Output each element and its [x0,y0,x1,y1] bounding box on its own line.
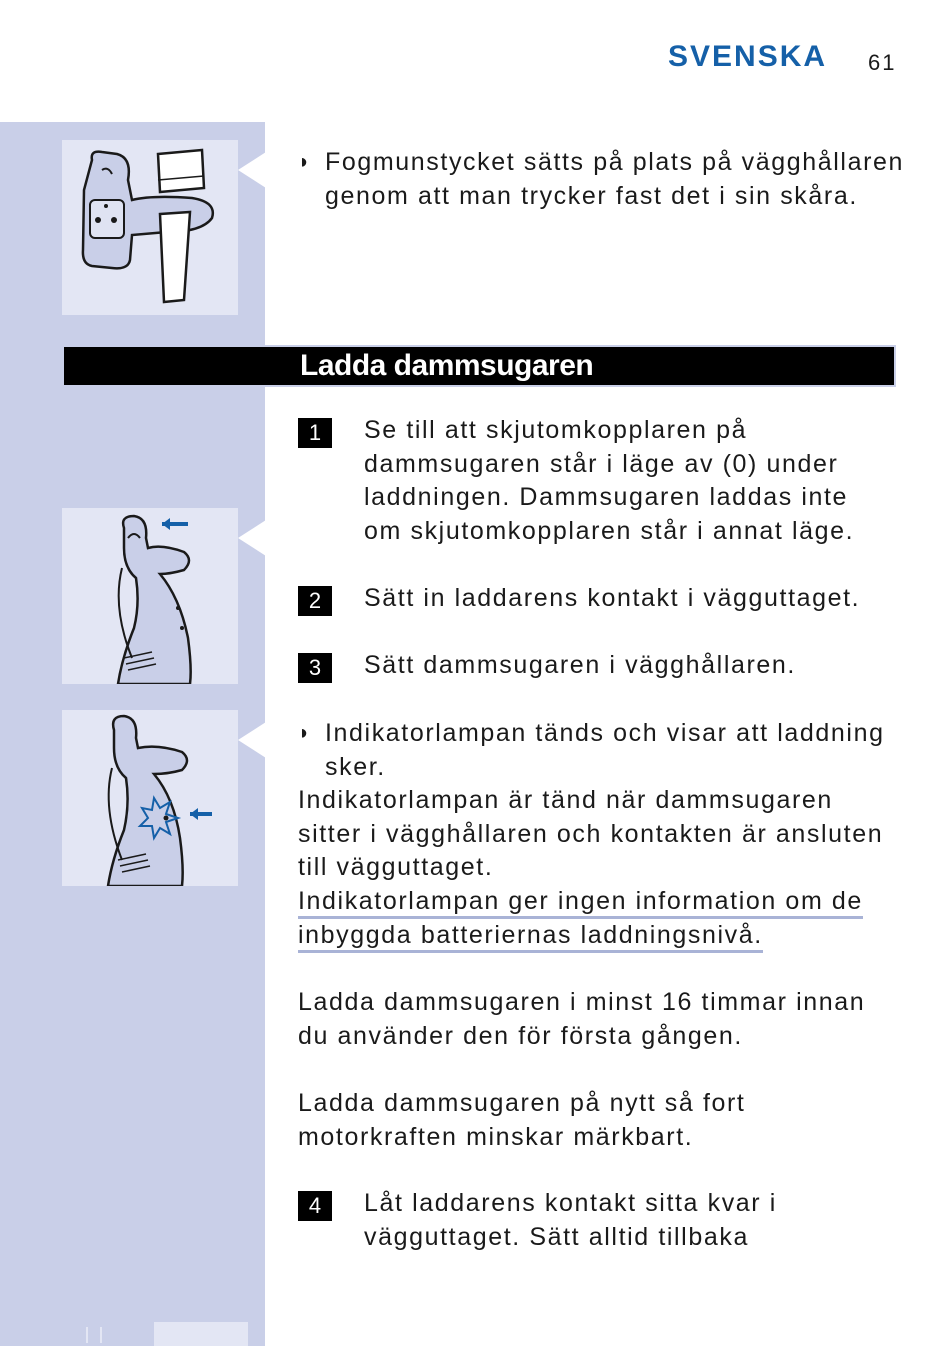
illustration-pointer [238,520,266,556]
vacuum-switch-drawing [62,508,238,684]
footer-mark [86,1327,88,1343]
step-number: 3 [298,653,332,683]
language-heading: SVENSKA [668,40,828,73]
indicator-paragraph: Indikatorlampan är tänd när dammsugaren sitter i vägghållaren och kontakten är ansluten till vägguttaget. [298,786,884,881]
charging-indicator-drawing [62,710,238,886]
step-text: Se till att skjutomkopplaren på dammsugaren står i läge av (0) under laddningen. Dammsugaren laddas inte om skjutomkopplaren står i annat läge. [364,416,855,545]
indicator-bullet [298,717,915,784]
illustration-vacuum-switch [62,508,238,684]
footer-box [154,1322,248,1346]
intro-bullet [298,146,915,213]
indicator-note-line: Indikatorlampan ger ingen information om de [298,887,863,919]
step-text: Sätt dammsugaren i vägghållaren. [364,651,796,679]
indicator-note [298,885,898,952]
illustration-nozzle-holder [62,140,238,315]
bullet-icon: ◗ [298,722,312,744]
step-text: Sätt in laddarens kontakt i vägguttaget. [364,584,861,612]
charge-again-paragraph: Ladda dammsugaren på nytt så fort motorkraften minskar märkbart. [298,1089,746,1151]
indicator-bullet-text: Indikatorlampan tänds och visar att laddning sker. [325,719,885,781]
page-number: 61 [868,50,897,75]
step-number: 1 [298,418,332,448]
bullet-icon: ◗ [298,151,312,173]
step-number: 4 [298,1191,332,1221]
step-text: Låt laddarens kontakt sitta kvar i vägguttaget. Sätt alltid tillbaka [364,1189,777,1251]
indicator-note-line: inbyggda batteriernas laddningsnivå. [298,921,763,953]
step-number: 2 [298,586,332,616]
footer-mark [100,1327,102,1343]
section-heading-bar [62,345,896,387]
charge-first-paragraph: Ladda dammsugaren i minst 16 timmar innan du använder den för första gången. [298,988,866,1050]
intro-bullet-text: Fogmunstycket sätts på plats på vägghållaren genom att man trycker fast det i sin skåra. [325,148,905,210]
illustration-charging-indicator [62,710,238,886]
illustration-pointer [238,722,266,758]
section-title: Ladda dammsugaren [300,349,594,382]
nozzle-holder-drawing [62,140,238,315]
illustration-pointer [238,152,266,188]
